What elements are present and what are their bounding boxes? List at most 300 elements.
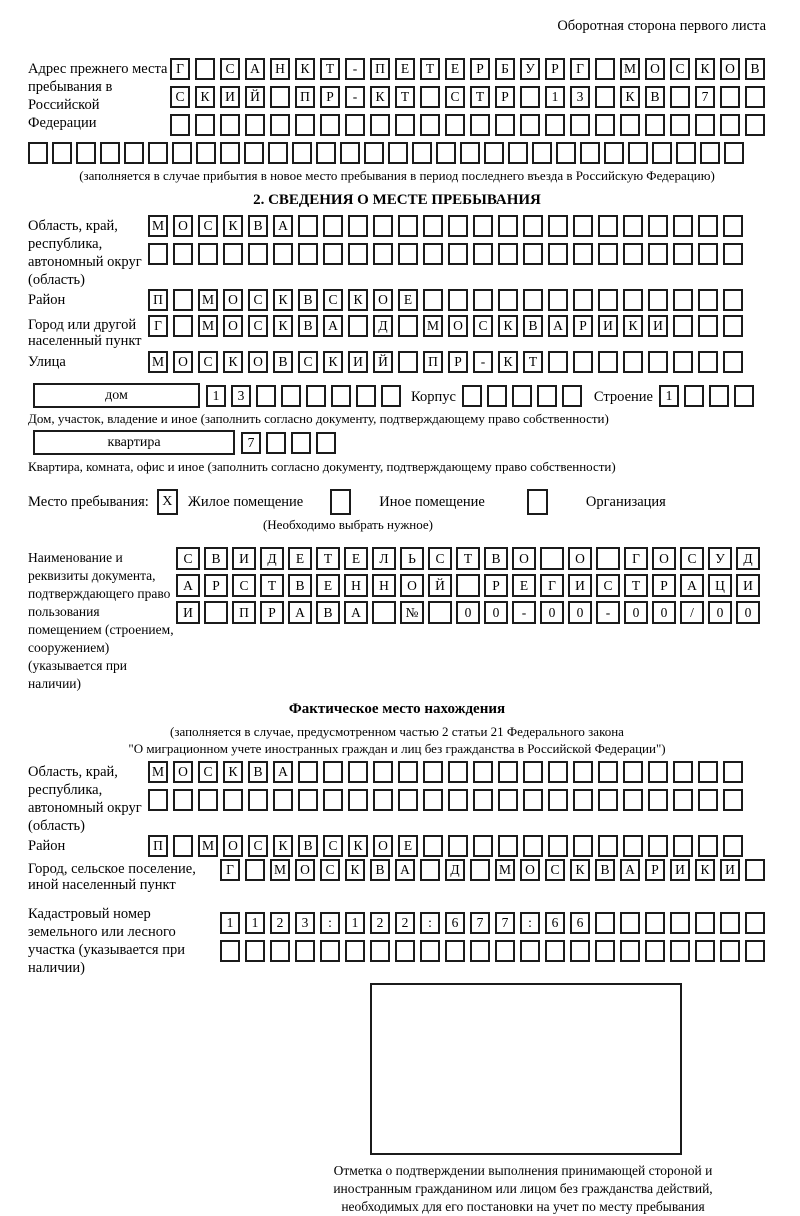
char-cell[interactable]: М [148, 351, 168, 373]
char-cell[interactable] [372, 601, 396, 624]
char-cell[interactable] [673, 289, 693, 311]
char-cell[interactable] [595, 86, 615, 108]
char-cell[interactable] [323, 789, 343, 811]
char-cell[interactable]: Д [373, 315, 393, 337]
char-cell[interactable]: В [288, 574, 312, 597]
char-cell[interactable] [670, 940, 690, 962]
char-cell[interactable] [745, 912, 765, 934]
char-cell[interactable] [473, 789, 493, 811]
char-cell[interactable] [448, 835, 468, 857]
char-cell[interactable] [316, 432, 336, 454]
char-cell[interactable] [248, 789, 268, 811]
char-cell[interactable] [673, 761, 693, 783]
char-cell[interactable]: Т [624, 574, 648, 597]
house-box[interactable]: дом [33, 383, 200, 408]
char-cell[interactable] [523, 835, 543, 857]
char-cell[interactable] [331, 385, 351, 407]
char-cell[interactable] [745, 114, 765, 136]
char-cell[interactable]: П [148, 289, 168, 311]
char-cell[interactable]: Н [344, 574, 368, 597]
char-cell[interactable]: Т [395, 86, 415, 108]
char-cell[interactable]: 0 [708, 601, 732, 624]
char-cell[interactable] [423, 761, 443, 783]
char-cell[interactable]: И [348, 351, 368, 373]
char-cell[interactable]: М [495, 859, 515, 881]
char-cell[interactable]: 0 [736, 601, 760, 624]
char-cell[interactable] [573, 243, 593, 265]
char-cell[interactable]: С [176, 547, 200, 570]
char-cell[interactable] [723, 789, 743, 811]
char-cell[interactable]: В [645, 86, 665, 108]
char-cell[interactable] [498, 761, 518, 783]
char-cell[interactable]: И [568, 574, 592, 597]
char-cell[interactable] [698, 315, 718, 337]
char-cell[interactable]: И [220, 86, 240, 108]
char-cell[interactable] [598, 789, 618, 811]
char-cell[interactable]: Р [204, 574, 228, 597]
char-cell[interactable] [373, 215, 393, 237]
char-cell[interactable]: К [498, 351, 518, 373]
char-cell[interactable] [244, 142, 264, 164]
char-cell[interactable]: 2 [270, 912, 290, 934]
char-cell[interactable] [398, 351, 418, 373]
char-cell[interactable] [498, 289, 518, 311]
char-cell[interactable] [723, 835, 743, 857]
char-cell[interactable]: С [198, 761, 218, 783]
char-cell[interactable] [595, 912, 615, 934]
char-cell[interactable] [195, 114, 215, 136]
char-cell[interactable] [623, 289, 643, 311]
char-cell[interactable] [598, 289, 618, 311]
char-cell[interactable] [345, 114, 365, 136]
char-cell[interactable] [124, 142, 144, 164]
char-cell[interactable]: Т [523, 351, 543, 373]
char-cell[interactable]: К [273, 835, 293, 857]
char-cell[interactable] [670, 86, 690, 108]
char-cell[interactable]: Ь [400, 547, 424, 570]
char-cell[interactable]: О [512, 547, 536, 570]
char-cell[interactable] [598, 835, 618, 857]
char-cell[interactable] [423, 215, 443, 237]
char-cell[interactable] [595, 940, 615, 962]
char-cell[interactable] [495, 940, 515, 962]
char-cell[interactable]: К [345, 859, 365, 881]
char-cell[interactable] [548, 243, 568, 265]
char-cell[interactable]: С [248, 315, 268, 337]
char-cell[interactable] [170, 114, 190, 136]
char-cell[interactable] [645, 114, 665, 136]
char-cell[interactable]: И [720, 859, 740, 881]
char-cell[interactable]: 6 [445, 912, 465, 934]
char-cell[interactable]: В [298, 289, 318, 311]
char-cell[interactable]: К [273, 315, 293, 337]
char-cell[interactable]: М [423, 315, 443, 337]
char-cell[interactable]: К [223, 761, 243, 783]
char-cell[interactable] [398, 789, 418, 811]
char-cell[interactable]: И [670, 859, 690, 881]
char-cell[interactable]: О [645, 58, 665, 80]
char-cell[interactable] [412, 142, 432, 164]
char-cell[interactable]: Б [495, 58, 515, 80]
char-cell[interactable]: Ц [708, 574, 732, 597]
char-cell[interactable] [723, 315, 743, 337]
char-cell[interactable]: М [198, 315, 218, 337]
char-cell[interactable] [598, 243, 618, 265]
char-cell[interactable]: К [498, 315, 518, 337]
char-cell[interactable]: : [320, 912, 340, 934]
char-cell[interactable] [173, 243, 193, 265]
char-cell[interactable]: / [680, 601, 704, 624]
char-cell[interactable]: Й [373, 351, 393, 373]
char-cell[interactable]: В [370, 859, 390, 881]
char-cell[interactable] [673, 835, 693, 857]
char-cell[interactable]: - [473, 351, 493, 373]
char-cell[interactable] [423, 289, 443, 311]
char-cell[interactable] [723, 215, 743, 237]
char-cell[interactable]: Е [344, 547, 368, 570]
char-cell[interactable] [498, 243, 518, 265]
char-cell[interactable]: Д [736, 547, 760, 570]
char-cell[interactable] [245, 114, 265, 136]
char-cell[interactable] [695, 912, 715, 934]
char-cell[interactable] [298, 243, 318, 265]
char-cell[interactable] [448, 761, 468, 783]
char-cell[interactable] [623, 215, 643, 237]
char-cell[interactable] [670, 114, 690, 136]
char-cell[interactable] [295, 940, 315, 962]
char-cell[interactable]: 0 [540, 601, 564, 624]
char-cell[interactable] [512, 385, 532, 407]
char-cell[interactable] [698, 789, 718, 811]
char-cell[interactable]: Д [260, 547, 284, 570]
char-cell[interactable]: К [623, 315, 643, 337]
char-cell[interactable]: А [273, 761, 293, 783]
char-cell[interactable]: М [620, 58, 640, 80]
char-cell[interactable] [473, 289, 493, 311]
char-cell[interactable]: П [295, 86, 315, 108]
char-cell[interactable] [745, 86, 765, 108]
char-cell[interactable]: 0 [568, 601, 592, 624]
char-cell[interactable] [495, 114, 515, 136]
char-cell[interactable] [676, 142, 696, 164]
char-cell[interactable] [295, 114, 315, 136]
char-cell[interactable]: С [248, 835, 268, 857]
char-cell[interactable]: Т [320, 58, 340, 80]
char-cell[interactable] [573, 789, 593, 811]
char-cell[interactable]: А [620, 859, 640, 881]
char-cell[interactable] [52, 142, 72, 164]
char-cell[interactable]: О [173, 215, 193, 237]
char-cell[interactable] [548, 789, 568, 811]
char-cell[interactable]: Л [372, 547, 396, 570]
char-cell[interactable] [673, 215, 693, 237]
char-cell[interactable]: О [223, 315, 243, 337]
char-cell[interactable]: О [448, 315, 468, 337]
char-cell[interactable] [173, 835, 193, 857]
char-cell[interactable] [648, 215, 668, 237]
char-cell[interactable] [523, 243, 543, 265]
char-cell[interactable] [648, 351, 668, 373]
char-cell[interactable]: К [223, 351, 243, 373]
char-cell[interactable]: К [348, 835, 368, 857]
char-cell[interactable] [673, 315, 693, 337]
char-cell[interactable]: Г [170, 58, 190, 80]
char-cell[interactable] [473, 243, 493, 265]
char-cell[interactable] [381, 385, 401, 407]
char-cell[interactable] [623, 351, 643, 373]
char-cell[interactable] [720, 114, 740, 136]
char-cell[interactable]: О [652, 547, 676, 570]
char-cell[interactable] [173, 315, 193, 337]
char-cell[interactable] [323, 761, 343, 783]
char-cell[interactable] [570, 114, 590, 136]
char-cell[interactable] [470, 114, 490, 136]
residence-checkbox-org[interactable] [527, 489, 548, 515]
char-cell[interactable] [448, 215, 468, 237]
char-cell[interactable] [540, 547, 564, 570]
char-cell[interactable] [448, 243, 468, 265]
char-cell[interactable] [270, 86, 290, 108]
char-cell[interactable] [348, 315, 368, 337]
char-cell[interactable]: Н [270, 58, 290, 80]
char-cell[interactable]: И [598, 315, 618, 337]
char-cell[interactable] [562, 385, 582, 407]
char-cell[interactable]: 1 [220, 912, 240, 934]
char-cell[interactable]: Т [470, 86, 490, 108]
char-cell[interactable] [700, 142, 720, 164]
char-cell[interactable]: П [423, 351, 443, 373]
residence-checkbox-inoe[interactable] [330, 489, 351, 515]
char-cell[interactable] [245, 940, 265, 962]
char-cell[interactable]: 2 [370, 912, 390, 934]
char-cell[interactable] [345, 940, 365, 962]
char-cell[interactable] [598, 215, 618, 237]
char-cell[interactable] [595, 114, 615, 136]
char-cell[interactable] [298, 215, 318, 237]
char-cell[interactable] [596, 547, 620, 570]
char-cell[interactable]: В [273, 351, 293, 373]
char-cell[interactable] [484, 142, 504, 164]
char-cell[interactable]: Е [395, 58, 415, 80]
char-cell[interactable] [723, 761, 743, 783]
char-cell[interactable]: : [420, 912, 440, 934]
char-cell[interactable]: Г [624, 547, 648, 570]
char-cell[interactable] [673, 243, 693, 265]
char-cell[interactable] [398, 315, 418, 337]
char-cell[interactable] [220, 142, 240, 164]
char-cell[interactable] [323, 215, 343, 237]
char-cell[interactable]: О [373, 835, 393, 857]
char-cell[interactable]: К [695, 58, 715, 80]
char-cell[interactable]: И [232, 547, 256, 570]
char-cell[interactable] [348, 761, 368, 783]
char-cell[interactable]: К [195, 86, 215, 108]
char-cell[interactable] [198, 243, 218, 265]
char-cell[interactable] [448, 789, 468, 811]
char-cell[interactable] [172, 142, 192, 164]
char-cell[interactable]: Н [372, 574, 396, 597]
char-cell[interactable] [273, 243, 293, 265]
char-cell[interactable] [573, 215, 593, 237]
char-cell[interactable]: 3 [570, 86, 590, 108]
char-cell[interactable] [470, 859, 490, 881]
char-cell[interactable] [348, 789, 368, 811]
char-cell[interactable] [652, 142, 672, 164]
char-cell[interactable]: И [176, 601, 200, 624]
char-cell[interactable] [548, 351, 568, 373]
char-cell[interactable]: 1 [345, 912, 365, 934]
char-cell[interactable] [292, 142, 312, 164]
char-cell[interactable]: К [295, 58, 315, 80]
char-cell[interactable] [623, 789, 643, 811]
char-cell[interactable] [723, 243, 743, 265]
char-cell[interactable] [248, 243, 268, 265]
char-cell[interactable] [645, 940, 665, 962]
char-cell[interactable] [198, 789, 218, 811]
char-cell[interactable] [268, 142, 288, 164]
char-cell[interactable]: 7 [241, 432, 261, 454]
apartment-box[interactable]: квартира [33, 430, 235, 455]
char-cell[interactable] [523, 215, 543, 237]
char-cell[interactable]: О [173, 761, 193, 783]
char-cell[interactable] [695, 940, 715, 962]
char-cell[interactable] [398, 243, 418, 265]
char-cell[interactable] [370, 114, 390, 136]
char-cell[interactable] [508, 142, 528, 164]
char-cell[interactable] [523, 761, 543, 783]
char-cell[interactable]: Е [398, 289, 418, 311]
char-cell[interactable] [148, 789, 168, 811]
char-cell[interactable] [398, 761, 418, 783]
char-cell[interactable]: Е [316, 574, 340, 597]
char-cell[interactable] [623, 761, 643, 783]
char-cell[interactable]: В [298, 315, 318, 337]
char-cell[interactable]: Д [445, 859, 465, 881]
char-cell[interactable] [436, 142, 456, 164]
char-cell[interactable] [620, 114, 640, 136]
residence-checkbox-zhiloe[interactable]: X [157, 489, 178, 515]
char-cell[interactable]: Р [320, 86, 340, 108]
char-cell[interactable]: И [736, 574, 760, 597]
char-cell[interactable]: В [523, 315, 543, 337]
char-cell[interactable]: - [345, 86, 365, 108]
char-cell[interactable] [520, 114, 540, 136]
char-cell[interactable] [266, 432, 286, 454]
char-cell[interactable] [520, 940, 540, 962]
char-cell[interactable]: В [484, 547, 508, 570]
char-cell[interactable] [173, 289, 193, 311]
char-cell[interactable] [620, 940, 640, 962]
char-cell[interactable]: В [298, 835, 318, 857]
char-cell[interactable]: : [520, 912, 540, 934]
char-cell[interactable]: С [680, 547, 704, 570]
char-cell[interactable] [645, 912, 665, 934]
char-cell[interactable]: С [545, 859, 565, 881]
char-cell[interactable]: С [323, 835, 343, 857]
char-cell[interactable]: Г [540, 574, 564, 597]
char-cell[interactable] [364, 142, 384, 164]
char-cell[interactable]: О [400, 574, 424, 597]
char-cell[interactable] [720, 86, 740, 108]
char-cell[interactable]: - [345, 58, 365, 80]
char-cell[interactable] [670, 912, 690, 934]
char-cell[interactable] [604, 142, 624, 164]
char-cell[interactable] [388, 142, 408, 164]
char-cell[interactable] [395, 940, 415, 962]
char-cell[interactable] [420, 114, 440, 136]
char-cell[interactable]: В [248, 761, 268, 783]
char-cell[interactable] [370, 940, 390, 962]
char-cell[interactable] [298, 761, 318, 783]
char-cell[interactable]: А [680, 574, 704, 597]
char-cell[interactable] [195, 58, 215, 80]
char-cell[interactable] [523, 289, 543, 311]
char-cell[interactable] [28, 142, 48, 164]
char-cell[interactable] [745, 859, 765, 881]
char-cell[interactable]: О [295, 859, 315, 881]
char-cell[interactable] [270, 940, 290, 962]
char-cell[interactable] [428, 601, 452, 624]
char-cell[interactable]: А [176, 574, 200, 597]
char-cell[interactable]: Р [495, 86, 515, 108]
char-cell[interactable] [695, 114, 715, 136]
char-cell[interactable]: У [520, 58, 540, 80]
char-cell[interactable] [448, 289, 468, 311]
char-cell[interactable] [598, 351, 618, 373]
char-cell[interactable]: 0 [624, 601, 648, 624]
char-cell[interactable]: Р [652, 574, 676, 597]
char-cell[interactable]: 7 [470, 912, 490, 934]
char-cell[interactable]: С [198, 351, 218, 373]
char-cell[interactable] [423, 835, 443, 857]
char-cell[interactable] [320, 940, 340, 962]
char-cell[interactable]: С [473, 315, 493, 337]
char-cell[interactable]: С [298, 351, 318, 373]
char-cell[interactable]: 7 [495, 912, 515, 934]
char-cell[interactable] [306, 385, 326, 407]
char-cell[interactable]: К [570, 859, 590, 881]
char-cell[interactable] [648, 835, 668, 857]
char-cell[interactable] [420, 940, 440, 962]
char-cell[interactable] [76, 142, 96, 164]
char-cell[interactable]: Е [398, 835, 418, 857]
char-cell[interactable]: 6 [570, 912, 590, 934]
char-cell[interactable]: У [708, 547, 732, 570]
char-cell[interactable]: Е [288, 547, 312, 570]
char-cell[interactable]: С [670, 58, 690, 80]
char-cell[interactable]: М [198, 289, 218, 311]
char-cell[interactable]: 1 [206, 385, 226, 407]
char-cell[interactable]: 3 [231, 385, 251, 407]
char-cell[interactable] [570, 940, 590, 962]
char-cell[interactable]: А [323, 315, 343, 337]
char-cell[interactable]: А [245, 58, 265, 80]
char-cell[interactable] [298, 789, 318, 811]
char-cell[interactable]: С [232, 574, 256, 597]
char-cell[interactable]: Т [260, 574, 284, 597]
char-cell[interactable] [462, 385, 482, 407]
char-cell[interactable] [498, 835, 518, 857]
char-cell[interactable] [620, 912, 640, 934]
char-cell[interactable] [623, 835, 643, 857]
char-cell[interactable] [473, 215, 493, 237]
char-cell[interactable]: Г [220, 859, 240, 881]
char-cell[interactable]: И [648, 315, 668, 337]
char-cell[interactable] [291, 432, 311, 454]
char-cell[interactable]: П [148, 835, 168, 857]
char-cell[interactable]: П [232, 601, 256, 624]
char-cell[interactable] [545, 940, 565, 962]
